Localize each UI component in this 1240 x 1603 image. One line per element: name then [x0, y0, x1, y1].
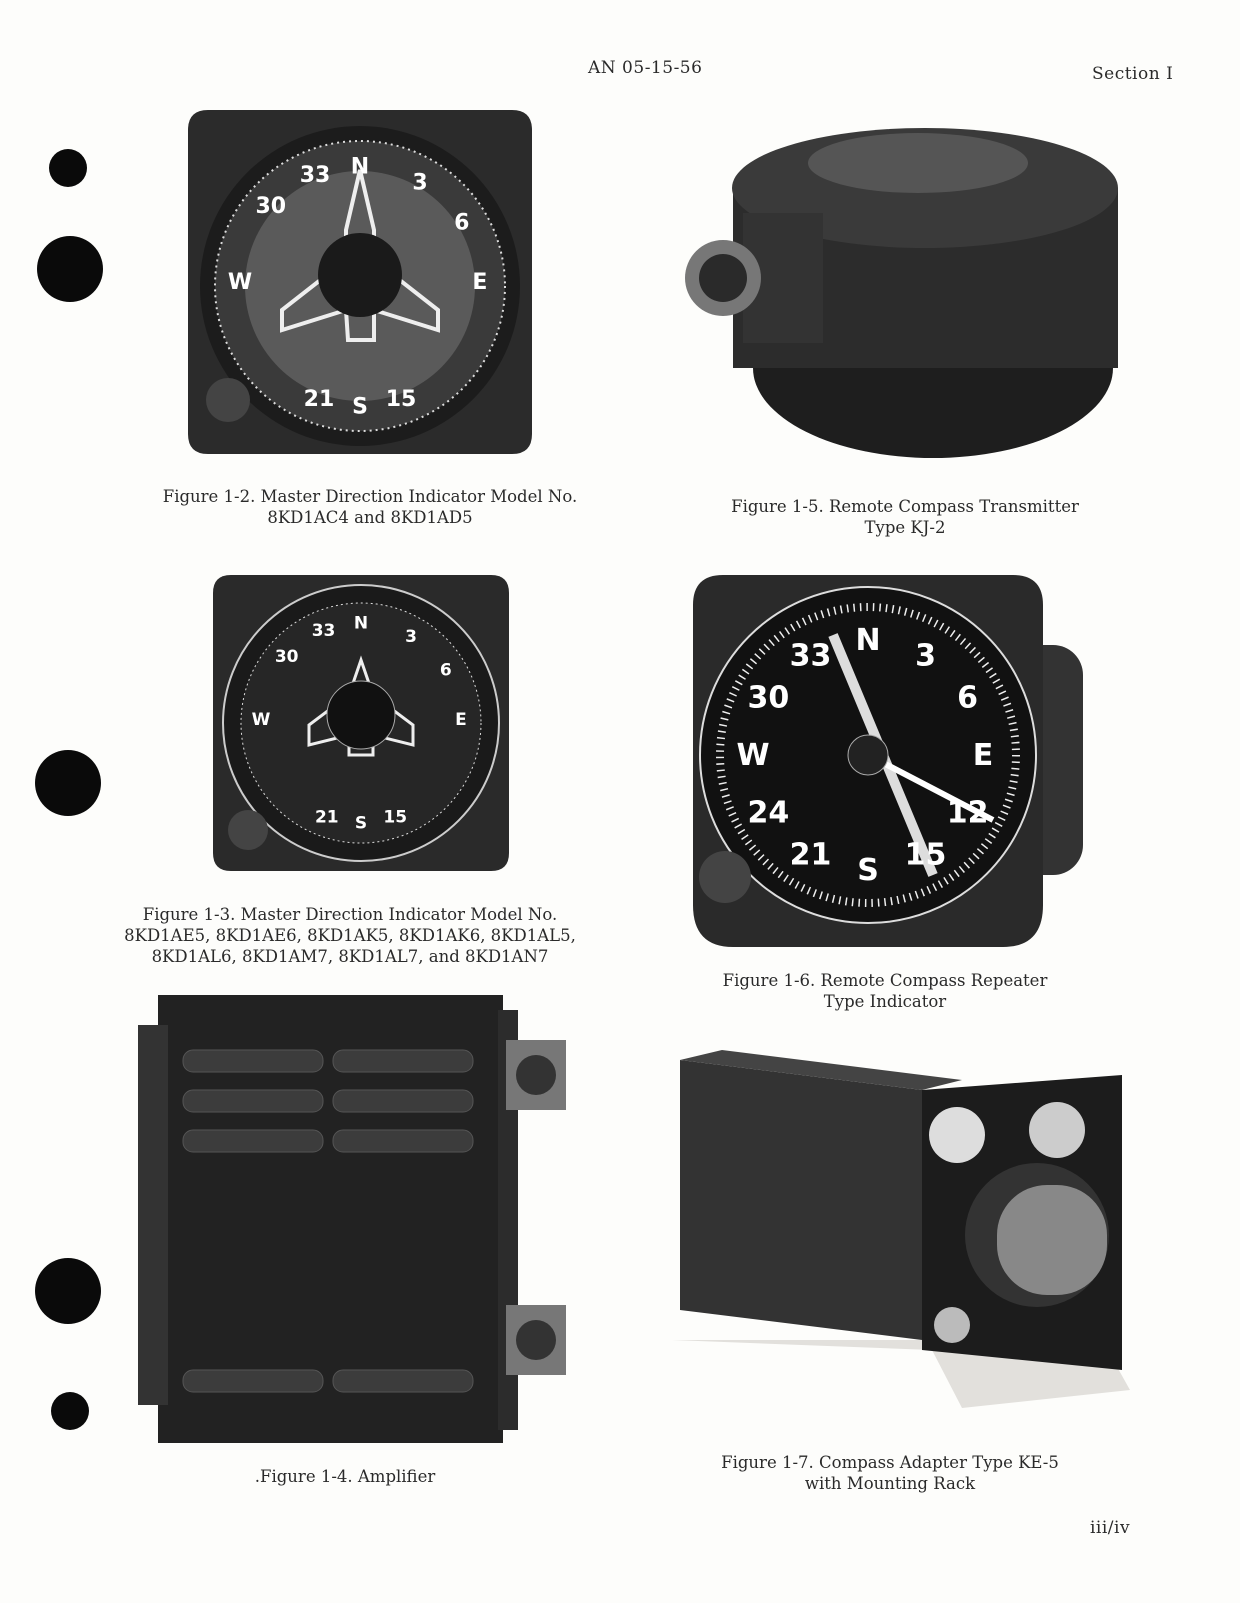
dial-label: E — [455, 710, 467, 731]
amplifier-photo — [138, 995, 568, 1443]
dial-label: 33 — [299, 163, 331, 189]
punch-hole — [49, 149, 87, 187]
figure-caption — [150, 1466, 540, 1487]
dial-label: 15 — [904, 837, 947, 873]
master-direction-indicator-photo — [188, 110, 532, 454]
dial-label: W — [227, 270, 253, 296]
dial-label: N — [353, 613, 369, 634]
compass-adapter-photo — [662, 1050, 1130, 1408]
dial-label: 6 — [957, 680, 979, 716]
dial-label: E — [472, 270, 488, 296]
dial-label: 15 — [385, 387, 417, 413]
dial-label: S — [857, 853, 879, 888]
caption-line: 8KD1AE5, 8KD1AE6, 8KD1AK5, 8KD1AK6, 8KD1AL5, — [124, 926, 576, 945]
punch-hole — [35, 1258, 101, 1324]
remote-compass-transmitter-photo — [683, 118, 1123, 458]
dial-label: 3 — [915, 638, 936, 674]
dial-label: 3 — [412, 170, 428, 196]
caption-line: Figure 1-7. Compass Adapter Type KE-5 — [721, 1453, 1059, 1472]
caption-line: Figure 1-5. Remote Compass Transmitter — [731, 497, 1079, 516]
dial-label: 30 — [747, 680, 790, 716]
punch-hole — [51, 1392, 89, 1430]
caption-line: .Figure 1-4. Amplifier — [254, 1467, 436, 1486]
dial-label: N — [350, 154, 370, 180]
dial-label: 33 — [311, 620, 336, 641]
caption-line: Type KJ-2 — [864, 518, 946, 537]
dial-label: 3 — [405, 627, 417, 648]
document-number: AN 05-15-56 — [588, 58, 703, 78]
dial-label: 21 — [789, 837, 832, 873]
punch-hole — [35, 750, 101, 816]
dial-label: S — [352, 394, 368, 420]
figure-caption — [680, 970, 1090, 1012]
dial-label: 12 — [946, 795, 989, 831]
caption-line: 8KD1AC4 and 8KD1AD5 — [267, 508, 473, 527]
caption-line: with Mounting Rack — [804, 1474, 976, 1493]
dial-label: 15 — [383, 807, 408, 828]
dial-label: 6 — [439, 660, 452, 681]
dial-label: 30 — [255, 194, 287, 220]
dial-label: N — [855, 623, 881, 658]
dial-label: W — [251, 710, 271, 731]
section-label: Section I — [1092, 64, 1174, 84]
page-number: iii/iv — [1090, 1518, 1131, 1538]
dial-label: 6 — [454, 210, 470, 236]
figure-caption — [680, 496, 1130, 538]
punch-hole — [37, 236, 103, 302]
dial-label: E — [972, 738, 994, 773]
figure-caption — [100, 486, 640, 528]
dial-label: 30 — [274, 646, 299, 667]
dial-label: S — [354, 813, 368, 834]
caption-line: 8KD1AL6, 8KD1AM7, 8KD1AL7, and 8KD1AN7 — [151, 947, 549, 966]
dial-label: W — [736, 738, 770, 773]
remote-compass-repeater-photo — [693, 575, 1085, 947]
caption-line: Figure 1-6. Remote Compass Repeater — [722, 971, 1048, 990]
figure-caption — [680, 1452, 1100, 1494]
figure-caption — [100, 904, 600, 967]
dial-label: 21 — [314, 807, 339, 828]
dial-label: 33 — [789, 638, 832, 674]
master-direction-indicator-photo — [213, 575, 509, 871]
caption-line: Figure 1-3. Master Direction Indicator Model No. — [142, 905, 558, 924]
caption-line: Type Indicator — [823, 992, 947, 1011]
caption-line: Figure 1-2. Master Direction Indicator Model No. — [162, 487, 578, 506]
dial-label: 21 — [303, 387, 335, 413]
dial-label: 24 — [747, 795, 790, 831]
